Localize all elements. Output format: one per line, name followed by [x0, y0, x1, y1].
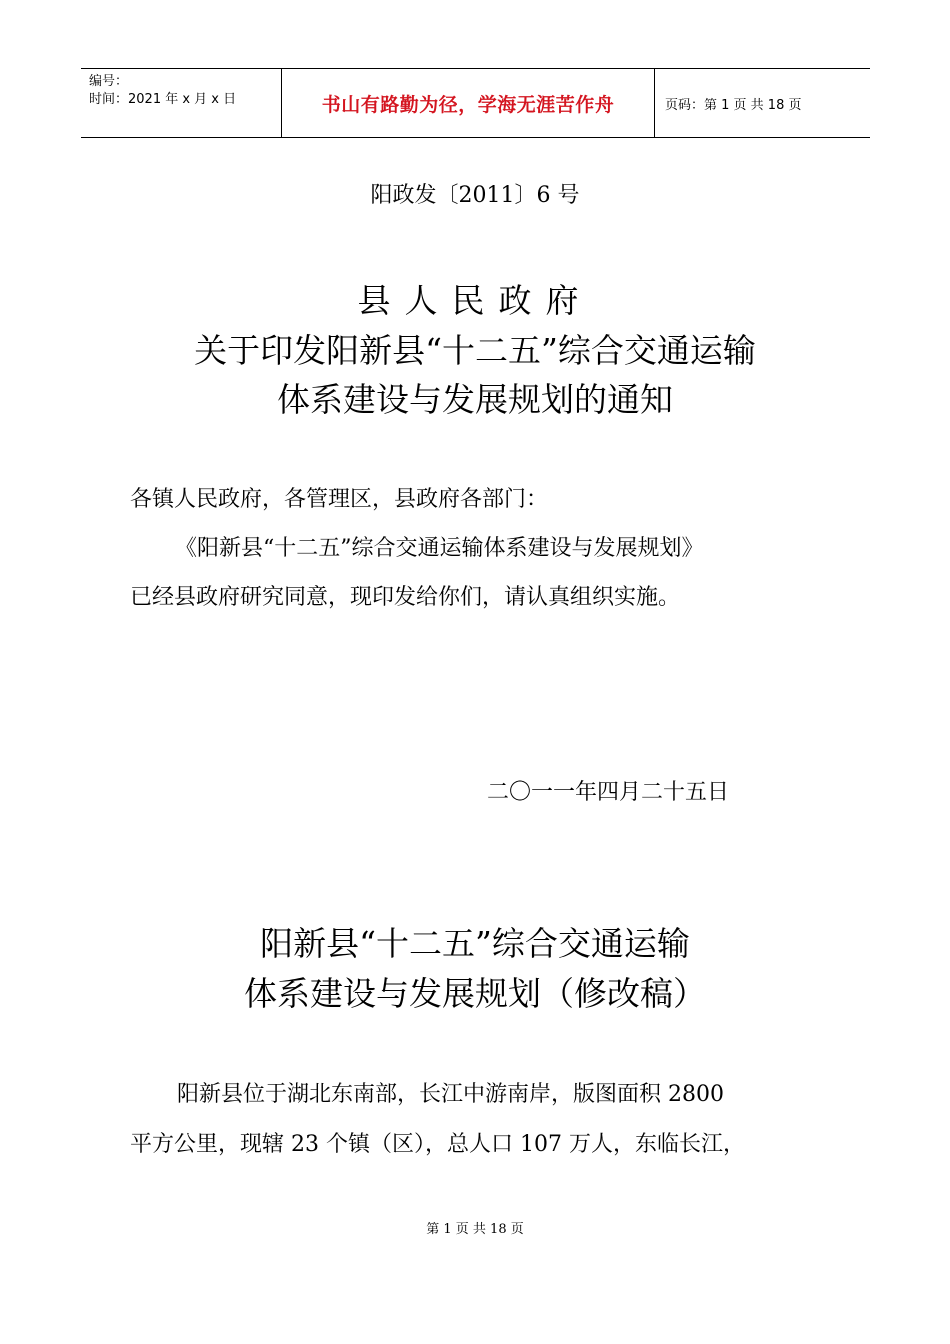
time-label: 时间：2021 年 x 月 x 日 [89, 92, 237, 107]
issue-date: 二〇一一年四月二十五日 [487, 780, 730, 805]
intro-line-1: 阳新县位于湖北东南部，长江中游南岸，版图面积 2800 [177, 1082, 724, 1107]
notice-paragraph-line-2: 已经县政府研究同意，现印发给你们，请认真组织实施。 [130, 585, 681, 610]
document-header [81, 68, 870, 138]
title-line-2: 关于印发阳新县“十二五”综合交通运输 [194, 331, 756, 370]
number-label: 编号： [89, 74, 129, 89]
header-motto-cell [282, 69, 655, 137]
document-number: 阳政发〔2011〕6 号 [370, 183, 580, 208]
header-page-cell [655, 69, 870, 137]
notice-paragraph-line-1: 《阳新县“十二五”综合交通运输体系建设与发展规划》 [175, 536, 704, 561]
page-code: 页码：第 1 页 共 18 页 [665, 97, 802, 113]
title-issuer: 县人民政府 [357, 281, 593, 320]
salutation: 各镇人民政府，各管理区，县政府各部门： [130, 487, 549, 512]
plan-title-line-2: 体系建设与发展规划（修改稿） [244, 974, 706, 1013]
plan-title-line-1: 阳新县“十二五”综合交通运输 [260, 924, 690, 963]
header-meta-cell [81, 69, 282, 137]
title-line-3: 体系建设与发展规划的通知 [277, 380, 673, 419]
intro-line-2: 平方公里，现辖 23 个镇（区），总人口 107 万人，东临长江， [130, 1132, 745, 1157]
motto: 书山有路勤为径，学海无涯苦作舟 [321, 93, 615, 116]
page-footer: 第 1 页 共 18 页 [426, 1222, 524, 1237]
